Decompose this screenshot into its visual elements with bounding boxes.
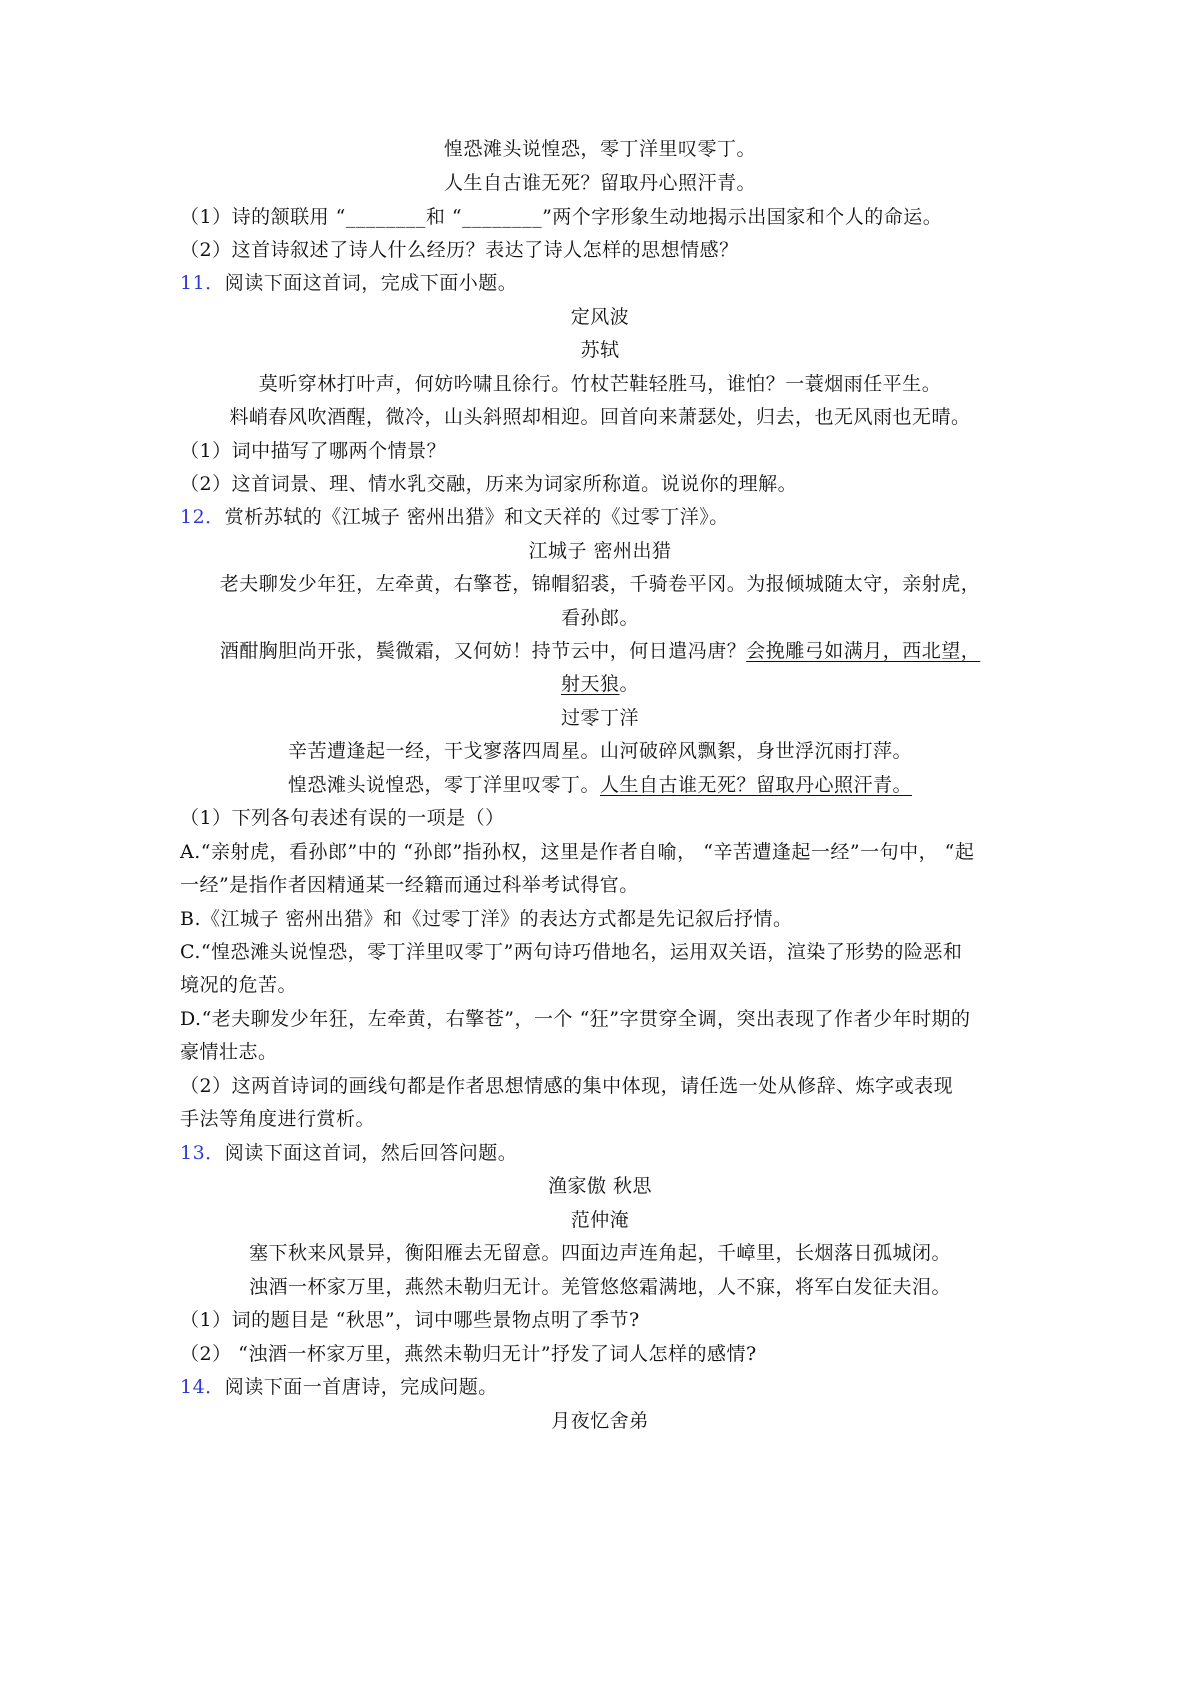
sub-question: （1）诗的颔联用 “________和 “________”两个字形象生动地揭示出国家和个人的命运。 <box>180 206 943 228</box>
option-b: B.《江城子 密州出猎》和《过零丁洋》的表达方式都是先记叙后抒情。 <box>180 908 793 930</box>
poem-line: 塞下秋来风景异，衡阳雁去无留意。四面边声连角起，千嶂里，长烟落日孤城闭。 <box>248 1242 951 1264</box>
poem-text: 惶恐滩头说惶恐，零丁洋里叹零丁。 <box>287 774 600 796</box>
poem-author: 苏轼 <box>580 339 620 361</box>
question-number: 14． <box>180 1376 225 1398</box>
question-heading <box>180 504 1020 530</box>
option-a: A.“亲射虎，看孙郎”中的 “孙郎”指孙权，这里是作者自喻， “辛苦遭逢起一经”一句中， “起 <box>180 841 975 863</box>
poem-title: 定风波 <box>570 306 630 328</box>
question-heading <box>180 1374 1020 1400</box>
question-heading <box>180 270 1020 296</box>
sub-question: （2）这首词景、理、情水乳交融，历来为词家所称道。说说你的理解。 <box>180 473 798 495</box>
option-d-cont: 豪情壮志。 <box>180 1041 278 1063</box>
sub-question: （2）这两首诗词的画线句都是作者思想情感的集中体现，请任选一处从修辞、炼字或表现 <box>180 1075 954 1097</box>
sub-question-cont: 手法等角度进行赏析。 <box>180 1108 376 1130</box>
poem-title: 江城子 密州出猎 <box>528 540 672 562</box>
poem-line: 人生自古谁无死？留取丹心照汗青。 <box>443 172 756 194</box>
poem-line: 莫听穿林打叶声，何妨吟啸且徐行。竹杖芒鞋轻胜马，谁怕？一蓑烟雨任平生。 <box>258 373 942 395</box>
underlined-line: 射天狼 <box>560 673 620 695</box>
poem-line: 惶恐滩头说惶恐，零丁洋里叹零丁。 <box>443 138 756 160</box>
poem-text: 。 <box>619 673 640 695</box>
question-number: 12． <box>180 506 225 528</box>
sub-question: （1）下列各句表述有误的一项是（） <box>180 807 505 829</box>
poem-title: 月夜忆舍弟 <box>551 1410 649 1432</box>
poem-line: 辛苦遭逢起一经，干戈寥落四周星。山河破碎风飘絮，身世浮沉雨打萍。 <box>287 740 912 762</box>
poem-line <box>180 671 1020 697</box>
option-d: D.“老夫聊发少年狂，左牵黄，右擎苍”，一个 “狂”字贯穿全调，突出表现了作者少年时期的 <box>180 1008 971 1030</box>
poem-line: 看孙郎。 <box>560 607 639 629</box>
question-number: 11． <box>180 272 225 294</box>
sub-question: （1）词的题目是 “秋思”，词中哪些景物点明了季节? <box>180 1309 640 1331</box>
question-prompt: 阅读下面这首词，然后回答问题。 <box>224 1142 518 1164</box>
poem-text: 酒酣胸胆尚开张，鬓微霜，又何妨！持节云中，何日遣冯唐？ <box>219 640 747 662</box>
sub-question: （2）这首诗叙述了诗人什么经历？表达了诗人怎样的思想情感？ <box>180 239 739 261</box>
question-heading <box>180 1140 1020 1166</box>
question-prompt: 阅读下面这首词，完成下面小题。 <box>224 272 518 294</box>
question-prompt: 赏析苏轼的《江城子 密州出猎》和文天祥的《过零丁洋》。 <box>224 506 729 528</box>
poem-author: 范仲淹 <box>570 1209 630 1231</box>
underlined-line: 人生自古谁无死？留取丹心照汗青。 <box>600 774 913 796</box>
option-c-cont: 境况的危苦。 <box>180 974 298 996</box>
poem-line: 老夫聊发少年狂，左牵黄，右擎苍，锦帽貂裘，千骑卷平冈。为报倾城随太守，亲射虎， <box>219 573 981 595</box>
option-a-cont: 一经”是指作者因精通某一经籍而通过科举考试得官。 <box>180 874 639 896</box>
poem-title: 过零丁洋 <box>560 707 639 729</box>
sub-question: （1）词中描写了哪两个情景？ <box>180 440 447 462</box>
question-number: 13． <box>180 1142 225 1164</box>
poem-line <box>180 772 1020 798</box>
poem-line <box>180 638 1020 664</box>
underlined-line: 会挽雕弓如满月，西北望， <box>746 640 981 662</box>
option-c: C.“惶恐滩头说惶恐，零丁洋里叹零丁”两句诗巧借地名，运用双关语，渲染了形势的险恶和 <box>180 941 963 963</box>
poem-title: 渔家傲 秋思 <box>547 1175 653 1197</box>
poem-line: 浊酒一杯家万里，燕然未勒归无计。羌管悠悠霜满地，人不寐，将军白发征夫泪。 <box>248 1276 951 1298</box>
question-prompt: 阅读下面一首唐诗，完成问题。 <box>224 1376 498 1398</box>
sub-question: （2） “浊酒一杯家万里，燕然未勒归无计”抒发了词人怎样的感情? <box>180 1343 757 1365</box>
poem-line: 料峭春风吹酒醒，微冷，山头斜照却相迎。回首向来萧瑟处，归去，也无风雨也无晴。 <box>229 406 971 428</box>
